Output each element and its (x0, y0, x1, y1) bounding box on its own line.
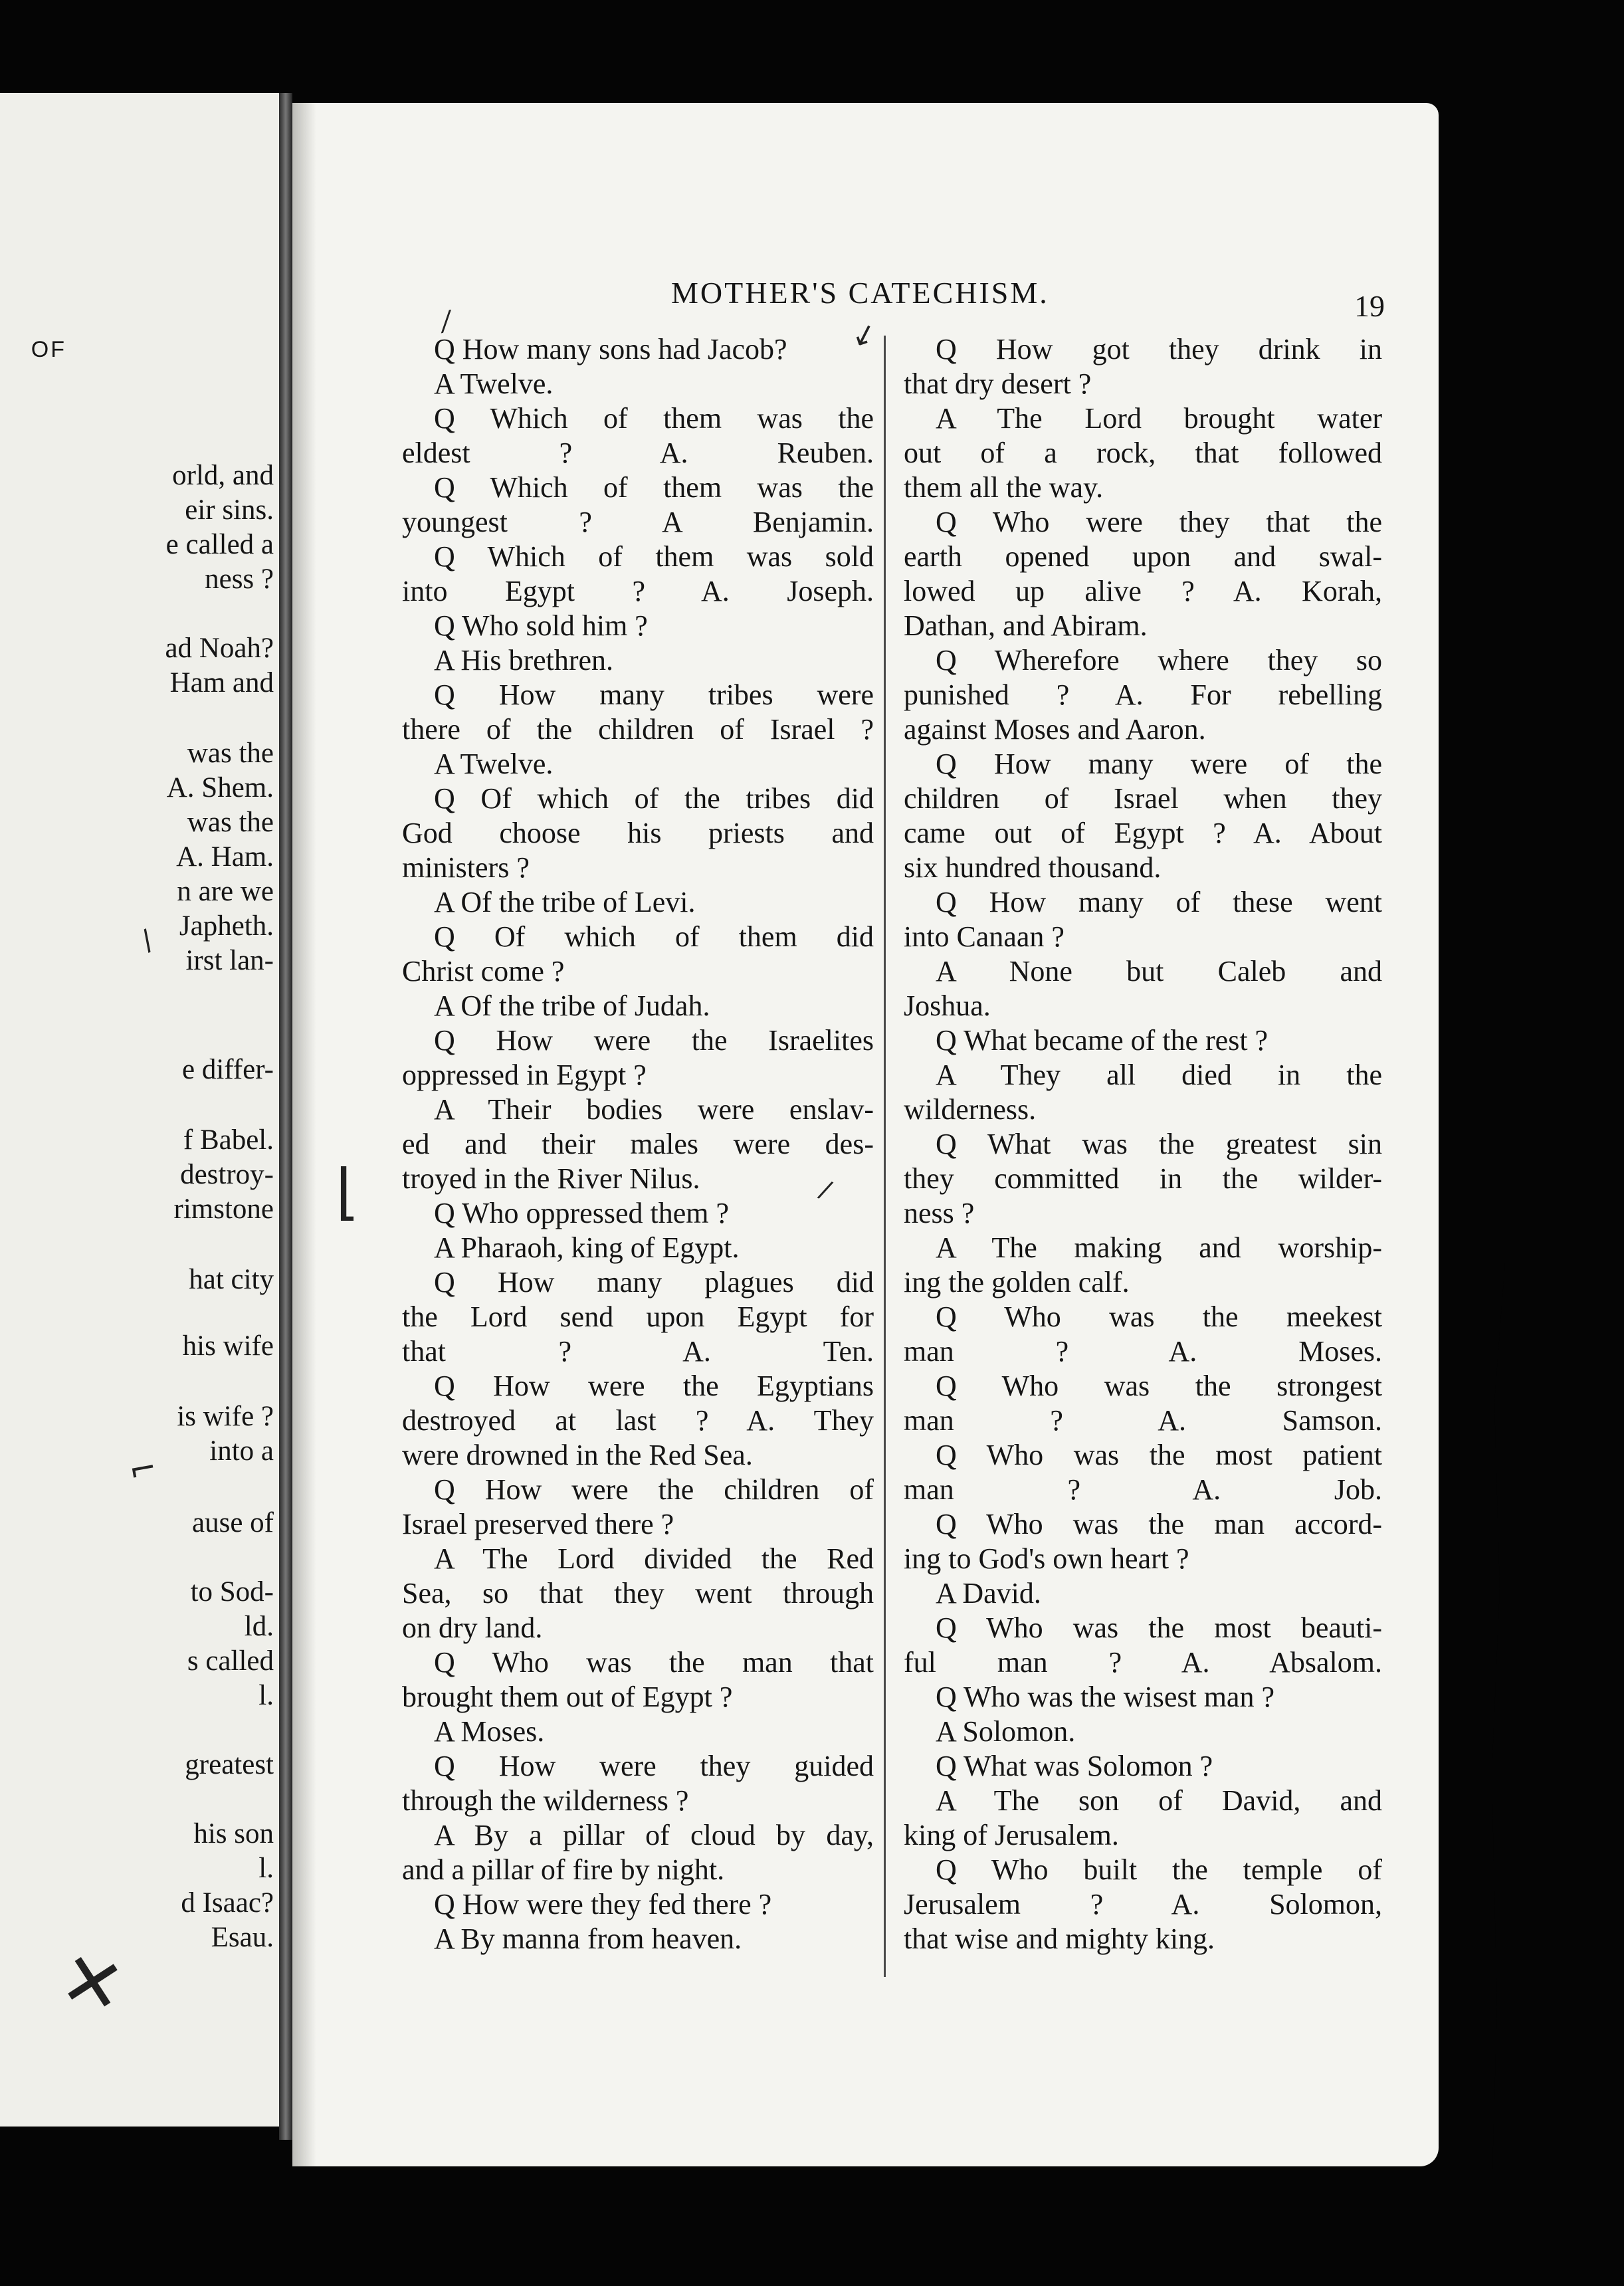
text-line: Q Who was the wisest man ? (936, 1681, 1274, 1713)
text-line: Dathan, and Abiram. (904, 609, 1148, 642)
left-page-fragment: Japheth. (179, 910, 274, 942)
text-line: lowed up alive ? A. Korah, (904, 575, 1382, 607)
running-head: MOTHER'S CATECHISM. (671, 276, 1049, 310)
text-line: eldest ? A. Reuben. (402, 437, 874, 469)
left-page-fragment: s called (187, 1645, 274, 1677)
left-page-fragment: to Sod- (190, 1576, 274, 1608)
text-line: Q What became of the rest ? (936, 1024, 1269, 1057)
text-line: A None but Caleb and (936, 955, 1382, 987)
text-line: through the wilderness ? (402, 1784, 689, 1817)
text-line: Q How many sons had Jacob? (434, 333, 787, 365)
left-page-fragment: l. (258, 1680, 274, 1711)
left-page-fragment: l. (258, 1853, 274, 1884)
text-line: on dry land. (402, 1611, 543, 1644)
text-line: Q How many were of the (936, 748, 1382, 780)
text-line: Q Who oppressed them ? (434, 1197, 729, 1229)
text-line: A Moses. (434, 1715, 545, 1748)
text-line: Q Who built the temple of (936, 1853, 1382, 1886)
left-page (0, 93, 283, 2127)
text-line: man ? A. Job. (904, 1473, 1382, 1506)
pencil-mark-cross: ✕ (52, 1934, 132, 2033)
text-line: ing to God's own heart ? (904, 1542, 1189, 1575)
pencil-mark-slash: / (815, 1174, 836, 1205)
text-line: into Canaan ? (904, 920, 1065, 953)
text-line: king of Jerusalem. (904, 1819, 1119, 1851)
text-line: Q Who was the man accord- (936, 1508, 1382, 1540)
pencil-mark-tick: ∕ (135, 923, 159, 957)
left-page-fragment: his wife (182, 1330, 274, 1362)
text-line: Q How got they drink in (936, 333, 1382, 365)
text-line: Q Of which of the tribes did (434, 782, 874, 815)
text-line: out of a rock, that followed (904, 437, 1382, 469)
text-line: brought them out of Egypt ? (402, 1681, 733, 1713)
text-line: Christ come ? (402, 955, 565, 987)
text-line: into Egypt ? A. Joseph. (402, 575, 874, 607)
text-line: that wise and mighty king. (904, 1922, 1215, 1955)
text-line: Q Who sold him ? (434, 609, 648, 642)
left-page-fragment: ad Noah? (165, 633, 274, 664)
left-page-fragment: is wife ? (177, 1401, 274, 1432)
left-page-fragment: greatest (185, 1749, 274, 1780)
text-line: ing the golden calf. (904, 1266, 1130, 1299)
text-line: A David. (936, 1577, 1041, 1610)
text-line: oppressed in Egypt ? (402, 1059, 647, 1091)
text-line: Q Which of them was the (434, 471, 874, 504)
text-line: came out of Egypt ? A. About (904, 817, 1382, 849)
text-line: Q Of which of them did (434, 920, 874, 953)
left-page-fragment: e called a (165, 529, 274, 560)
text-line: Q How were they fed there ? (434, 1888, 772, 1921)
text-line: children of Israel when they (904, 782, 1382, 815)
text-line: Q Wherefore where they so (936, 644, 1382, 676)
left-page-fragment: d Isaac? (181, 1887, 274, 1919)
text-line: Q How many plagues did (434, 1266, 874, 1299)
pencil-mark-dash: ⌐ (126, 1447, 160, 1491)
text-line: A By a pillar of cloud by day, (434, 1819, 874, 1851)
text-line: A They all died in the (936, 1059, 1382, 1091)
left-page-fragment: A. Ham. (176, 841, 274, 873)
text-line: against Moses and Aaron. (904, 713, 1206, 746)
text-line: they committed in the wilder- (904, 1162, 1382, 1195)
text-line: Q How were they guided (434, 1750, 874, 1782)
text-line: wilderness. (904, 1093, 1037, 1126)
left-page-fragment: OF (31, 337, 66, 362)
text-line: Q How were the Israelites (434, 1024, 874, 1057)
text-line: that dry desert ? (904, 367, 1092, 400)
text-line: ness ? (904, 1197, 975, 1229)
left-page-fragment: Esau. (211, 1922, 274, 1953)
left-page-fragment: A. Shem. (166, 772, 274, 803)
left-page-fragment: was the (187, 738, 274, 769)
text-line: A Of the tribe of Judah. (434, 989, 710, 1022)
text-line: ed and their males were des- (402, 1128, 874, 1160)
text-line: ministers ? (402, 851, 530, 884)
text-line: youngest ? A Benjamin. (402, 506, 874, 538)
left-page-fragment: eir sins. (185, 494, 274, 526)
text-line: were drowned in the Red Sea. (402, 1439, 753, 1471)
text-line: and a pillar of fire by night. (402, 1853, 725, 1886)
text-line: A The Lord divided the Red (434, 1542, 874, 1575)
text-line: A The making and worship- (936, 1231, 1382, 1264)
text-line: Q Who was the strongest (936, 1370, 1382, 1402)
text-line: Q How were the children of (434, 1473, 874, 1506)
text-line: A Of the tribe of Levi. (434, 886, 696, 918)
left-page-fragment: n are we (177, 876, 274, 907)
text-line: Q Who was the most beauti- (936, 1611, 1382, 1644)
left-page-fragment: e differ- (181, 1054, 274, 1085)
text-line: A Twelve. (434, 367, 554, 400)
left-page-fragment: rimstone (173, 1194, 274, 1225)
text-line: A His brethren. (434, 644, 614, 676)
text-line: earth opened upon and swal- (904, 540, 1382, 573)
text-line: God choose his priests and (402, 817, 874, 849)
text-line: Q Who were they that the (936, 506, 1382, 538)
text-line: destroyed at last ? A. They (402, 1404, 874, 1437)
left-page-fragment: irst lan- (185, 945, 274, 976)
pencil-mark-check: ⁄ (440, 305, 453, 339)
column-divider (884, 336, 886, 1977)
left-page-fragment: orld, and (172, 460, 274, 491)
text-line: Sea, so that they went through (402, 1577, 874, 1610)
text-line: them all the way. (904, 471, 1104, 504)
left-page-fragment: ld. (244, 1611, 274, 1642)
text-line: A Twelve. (434, 748, 554, 780)
text-line: ful man ? A. Absalom. (904, 1646, 1382, 1679)
page-number: 19 (1354, 289, 1385, 323)
text-line: Q Which of them was the (434, 402, 874, 435)
left-page-fragment: into a (209, 1435, 274, 1467)
text-line: A The Lord brought water (936, 402, 1382, 435)
text-line: A Their bodies were enslav- (434, 1093, 874, 1126)
left-page-fragment: ness ? (205, 564, 274, 595)
text-line: Q How many of these went (936, 886, 1382, 918)
text-line: that ? A. Ten. (402, 1335, 874, 1368)
text-line: Q Which of them was sold (434, 540, 874, 573)
text-line: Q How many tribes were (434, 678, 874, 711)
text-line: punished ? A. For rebelling (904, 678, 1382, 711)
text-line: Q How were the Egyptians (434, 1370, 874, 1402)
left-page-fragment: Ham and (169, 667, 274, 698)
text-line: there of the children of Israel ? (402, 713, 874, 746)
text-line: Q What was Solomon ? (936, 1750, 1213, 1782)
pencil-mark-arrow: ↙ (847, 314, 881, 355)
torn-page-edge (1492, 1263, 1624, 2193)
text-line: Q Who was the most patient (936, 1439, 1382, 1471)
text-line: man ? A. Moses. (904, 1335, 1382, 1368)
text-line: six hundred thousand. (904, 851, 1162, 884)
text-line: Q Who was the man that (434, 1646, 874, 1679)
text-line: A By manna from heaven. (434, 1922, 742, 1955)
text-line: A The son of David, and (936, 1784, 1382, 1817)
left-page-fragment: ause of (192, 1507, 274, 1538)
left-page-fragment: destroy- (180, 1159, 274, 1190)
text-line: troyed in the River Nilus. (402, 1162, 700, 1195)
text-line: man ? A. Samson. (904, 1404, 1382, 1437)
left-page-fragment: hat city (189, 1264, 274, 1295)
book-spine (279, 93, 292, 2140)
catechism-column-left (402, 332, 874, 1956)
catechism-column-right (904, 332, 1382, 1956)
left-page-fragment: his son (193, 1818, 274, 1849)
left-page-fragment: f Babel. (183, 1124, 274, 1156)
text-line: Q What was the greatest sin (936, 1128, 1382, 1160)
pencil-mark-bracket: ⌊ (336, 1156, 359, 1227)
text-line: Jerusalem ? A. Solomon, (904, 1888, 1382, 1921)
text-line: Joshua. (904, 989, 991, 1022)
text-line: Israel preserved there ? (402, 1508, 674, 1540)
text-line: A Pharaoh, king of Egypt. (434, 1231, 740, 1264)
left-page-fragment: was the (187, 807, 274, 838)
text-line: the Lord send upon Egypt for (402, 1300, 874, 1333)
text-line: Q Who was the meekest (936, 1300, 1382, 1333)
text-line: A Solomon. (936, 1715, 1076, 1748)
